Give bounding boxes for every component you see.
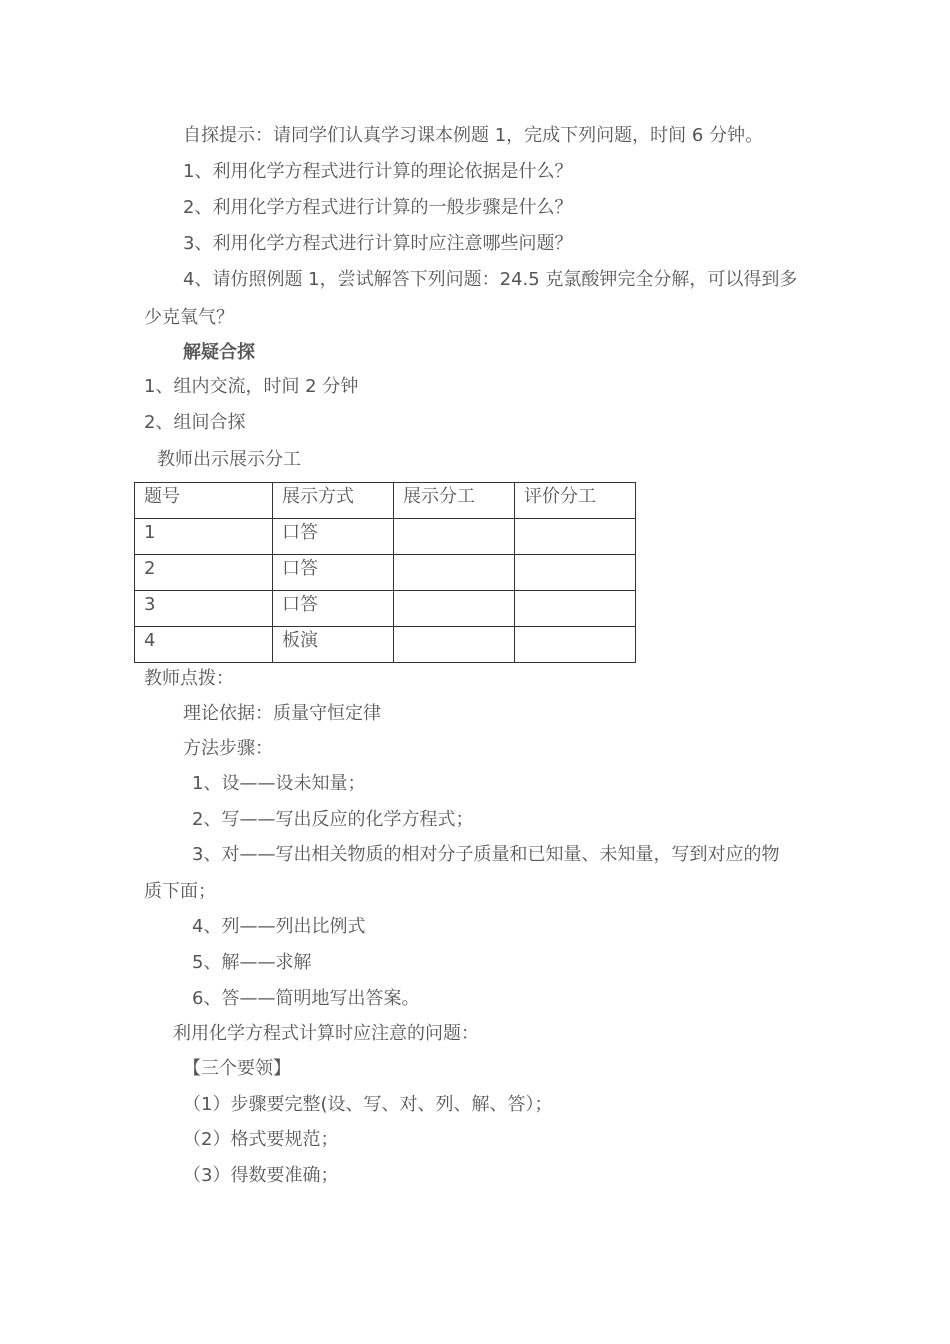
table-cell [515,519,636,555]
key-point-3: （3）得数要准确； [183,1165,339,1186]
question-4: 4、请仿照例题 1，尝试解答下列问题：24.5 克氯酸钾完全分解，可以得到多 [183,269,798,290]
table-cell [515,591,636,627]
question-1: 1、利用化学方程式进行计算的理论依据是什么？ [183,161,573,182]
table-cell [515,555,636,591]
step-3: 3、对——写出相关物质的相对分子质量和已知量、未知量，写到对应的物 [192,844,780,865]
section-title: 解疑合探 [183,342,255,363]
question-2: 2、利用化学方程式进行计算的一般步骤是什么？ [183,197,573,218]
table-cell: 3 [135,591,273,627]
step-6: 6、答——简明地写出答案。 [192,988,420,1009]
table-cell: 板演 [273,627,394,663]
table-cell [394,519,515,555]
notes-title: 利用化学方程式计算时应注意的问题： [173,1023,479,1044]
hint-text: 自探提示：请同学们认真学习课本例题 1，完成下列问题，时间 6 分钟。 [183,125,764,146]
table-row [135,555,636,591]
step-2: 2、写——写出反应的化学方程式； [192,809,474,830]
table-cell: 1 [135,519,273,555]
method-label: 方法步骤： [183,738,273,759]
step-3-continued: 质下面； [144,881,216,902]
step-4: 4、列——列出比例式 [192,916,366,937]
group-item-1: 1、组内交流，时间 2 分钟 [144,376,359,397]
step-1: 1、设——设未知量； [192,773,366,794]
step-5: 5、解——求解 [192,952,312,973]
table-caption: 教师出示展示分工 [157,449,301,470]
table-cell [515,627,636,663]
key-point-1: （1）步骤要完整(设、写、对、列、解、答）； [183,1094,553,1115]
header-cell: 题号 [135,483,273,519]
key-point-2: （2）格式要规范； [183,1129,339,1150]
header-cell: 评价分工 [515,483,636,519]
teacher-guide-label: 教师点拨： [144,668,234,689]
table-cell: 4 [135,627,273,663]
table-cell [394,627,515,663]
key-points-title: 【三个要领】 [183,1058,291,1079]
question-3: 3、利用化学方程式进行计算时应注意哪些问题？ [183,233,573,254]
assignment-table [134,482,636,663]
group-item-2: 2、组间合探 [144,412,246,433]
header-cell: 展示分工 [394,483,515,519]
table-row [135,627,636,663]
table-cell: 口答 [273,519,394,555]
table-cell: 2 [135,555,273,591]
table-cell [394,591,515,627]
theory-text: 理论依据：质量守恒定律 [183,703,381,724]
table-cell [394,555,515,591]
table-row [135,591,636,627]
table-cell: 口答 [273,555,394,591]
table-header-row [135,483,636,519]
table-cell: 口答 [273,591,394,627]
table-row [135,519,636,555]
question-4-continued: 少克氧气？ [144,307,234,328]
header-cell: 展示方式 [273,483,394,519]
